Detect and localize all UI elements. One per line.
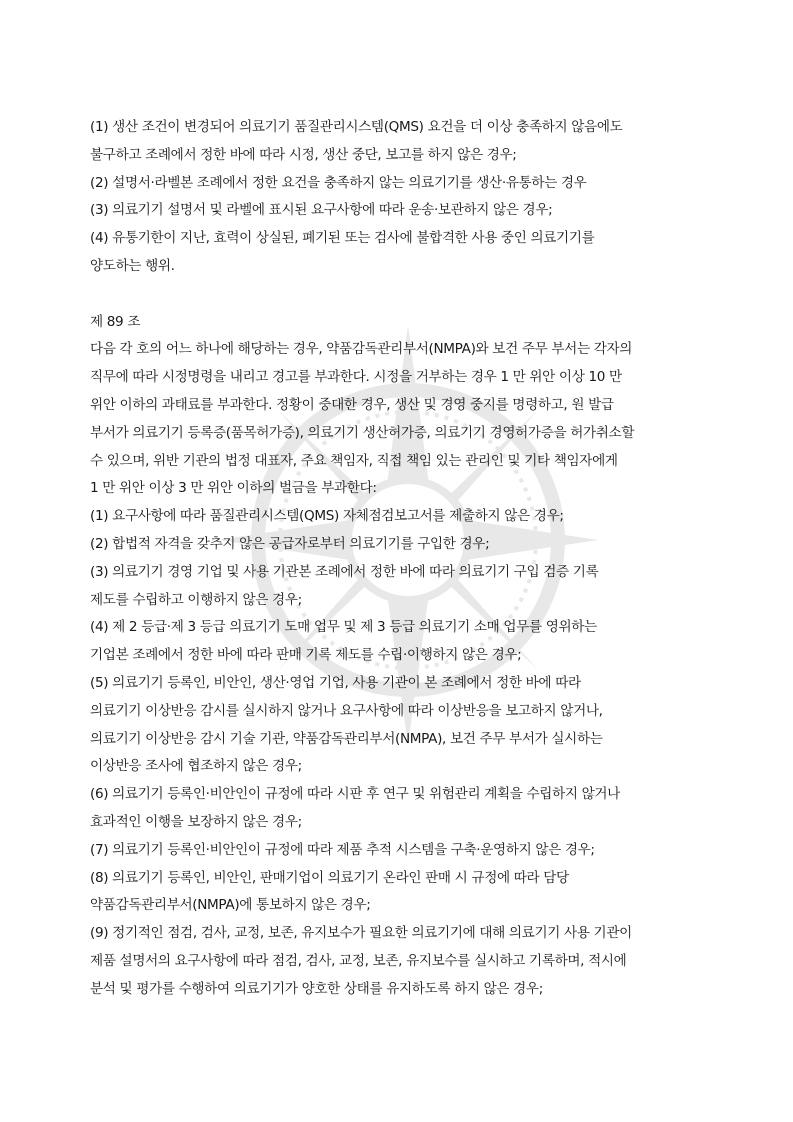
text-line: (1) 요구사항에 따라 품질관리시스템(QMS) 자체점검보고서를 제출하지 않은 경우; xyxy=(90,508,564,525)
text-line: 직무에 따라 시정명령을 내리고 경고를 부과한다. 시정을 거부하는 경우 1 만 위안 이상 10 만 xyxy=(90,369,622,386)
article-body xyxy=(90,336,710,1003)
text-line: (1) 생산 조건이 변경되어 의료기기 품질관리시스템(QMS) 요건을 더 이상 충족하지 않음에도 xyxy=(90,119,623,135)
text-line: 양도하는 행위. xyxy=(90,257,175,274)
document-page xyxy=(90,114,710,1004)
text-line: 불구하고 조례에서 정한 바에 따라 시정, 생산 중단, 보고를 하지 않은 경우; xyxy=(90,146,517,163)
text-line: 위안 이하의 과태료를 부과한다. 정황이 중대한 경우, 생산 및 경영 중지를 명령하고, 원 발급 xyxy=(90,396,614,413)
text-line: 부서가 의료기기 등록증(품목허가증), 의료기기 생산허가증, 의료기기 경영허가증을 허가취소할 xyxy=(90,424,635,441)
text-line: 의료기기 이상반응 감시 기술 기관, 약품감독관리부서(NMPA), 보건 주무 부서가 실시하는 xyxy=(90,730,603,747)
article-title: 제 89 조 xyxy=(90,313,141,330)
text-line: 효과적인 이행을 보장하지 않은 경우; xyxy=(90,813,302,830)
text-line: (6) 의료기기 등록인·비안인이 규정에 따라 시판 후 연구 및 위험관리 계획을 수립하지 않거나 xyxy=(90,786,620,803)
text-line: (4) 유통기한이 지난, 효력이 상실된, 폐기된 또는 검사에 불합격한 사용 중인 의료기기를 xyxy=(90,230,595,247)
text-line: 수 있으며, 위반 기관의 법정 대표자, 주요 책임자, 직접 책임 있는 관리인 및 기타 책임자에게 xyxy=(90,452,618,469)
text-line: (3) 의료기기 경영 기업 및 사용 기관본 조례에서 정한 바에 따라 의료기기 구입 검증 기록 xyxy=(90,563,599,580)
text-line: (7) 의료기기 등록인·비안인이 규정에 따라 제품 추적 시스템을 구축·운영하지 않은 경우; xyxy=(90,841,595,858)
text-line: 기업본 조례에서 정한 바에 따라 판매 기록 제도를 수립·이행하지 않은 경우; xyxy=(90,647,522,664)
text-line: 이상반응 조사에 협조하지 않은 경우; xyxy=(90,758,302,775)
text-line: (2) 합법적 자격을 갖추지 않은 공급자로부터 의료기기를 구입한 경우; xyxy=(90,535,490,552)
text-line: (2) 설명서·라벨본 조례에서 정한 요건을 충족하지 않는 의료기기를 생산·유통하는 경우 xyxy=(90,174,587,191)
text-line: 제품 설명서의 요구사항에 따라 점검, 검사, 교정, 보존, 유지보수를 실시하고 기록하며, 적시에 xyxy=(90,952,627,969)
text-line: 제도를 수립하고 이행하지 않은 경우; xyxy=(90,591,302,608)
text-line: (3) 의료기기 설명서 및 라벨에 표시된 요구사항에 따라 운송·보관하지 않은 경우; xyxy=(90,202,553,219)
text-line: (4) 제 2 등급·제 3 등급 의료기기 도매 업무 및 제 3 등급 의료기기 소매 업무를 영위하는 xyxy=(90,619,597,636)
spacer xyxy=(90,281,710,309)
text-line: (8) 의료기기 등록인, 비안인, 판매기업이 의료기기 온라인 판매 시 규정에 따라 담당 xyxy=(90,869,569,886)
text-line: 다음 각 호의 어느 하나에 해당하는 경우, 약품감독관리부서(NMPA)와 보건 주무 부서는 각자의 xyxy=(90,341,633,358)
previous-article-items xyxy=(90,114,710,281)
text-line: 1 만 위안 이상 3 만 위안 이하의 벌금을 부과한다: xyxy=(90,480,377,497)
text-line: (9) 정기적인 점검, 검사, 교정, 보존, 유지보수가 필요한 의료기기에 대해 의료기기 사용 기관이 xyxy=(90,925,632,942)
text-line: 의료기기 이상반응 감시를 실시하지 않거나 요구사항에 따라 이상반응을 보고하지 않거나, xyxy=(90,702,603,719)
text-line: 분석 및 평가를 수행하여 의료기기가 양호한 상태를 유지하도록 하지 않은 경우; xyxy=(90,980,543,997)
text-line: (5) 의료기기 등록인, 비안인, 생산·영업 기업, 사용 기관이 본 조례에서 정한 바에 따라 xyxy=(90,674,581,691)
text-line: 약품감독관리부서(NMPA)에 통보하지 않은 경우; xyxy=(90,897,371,914)
